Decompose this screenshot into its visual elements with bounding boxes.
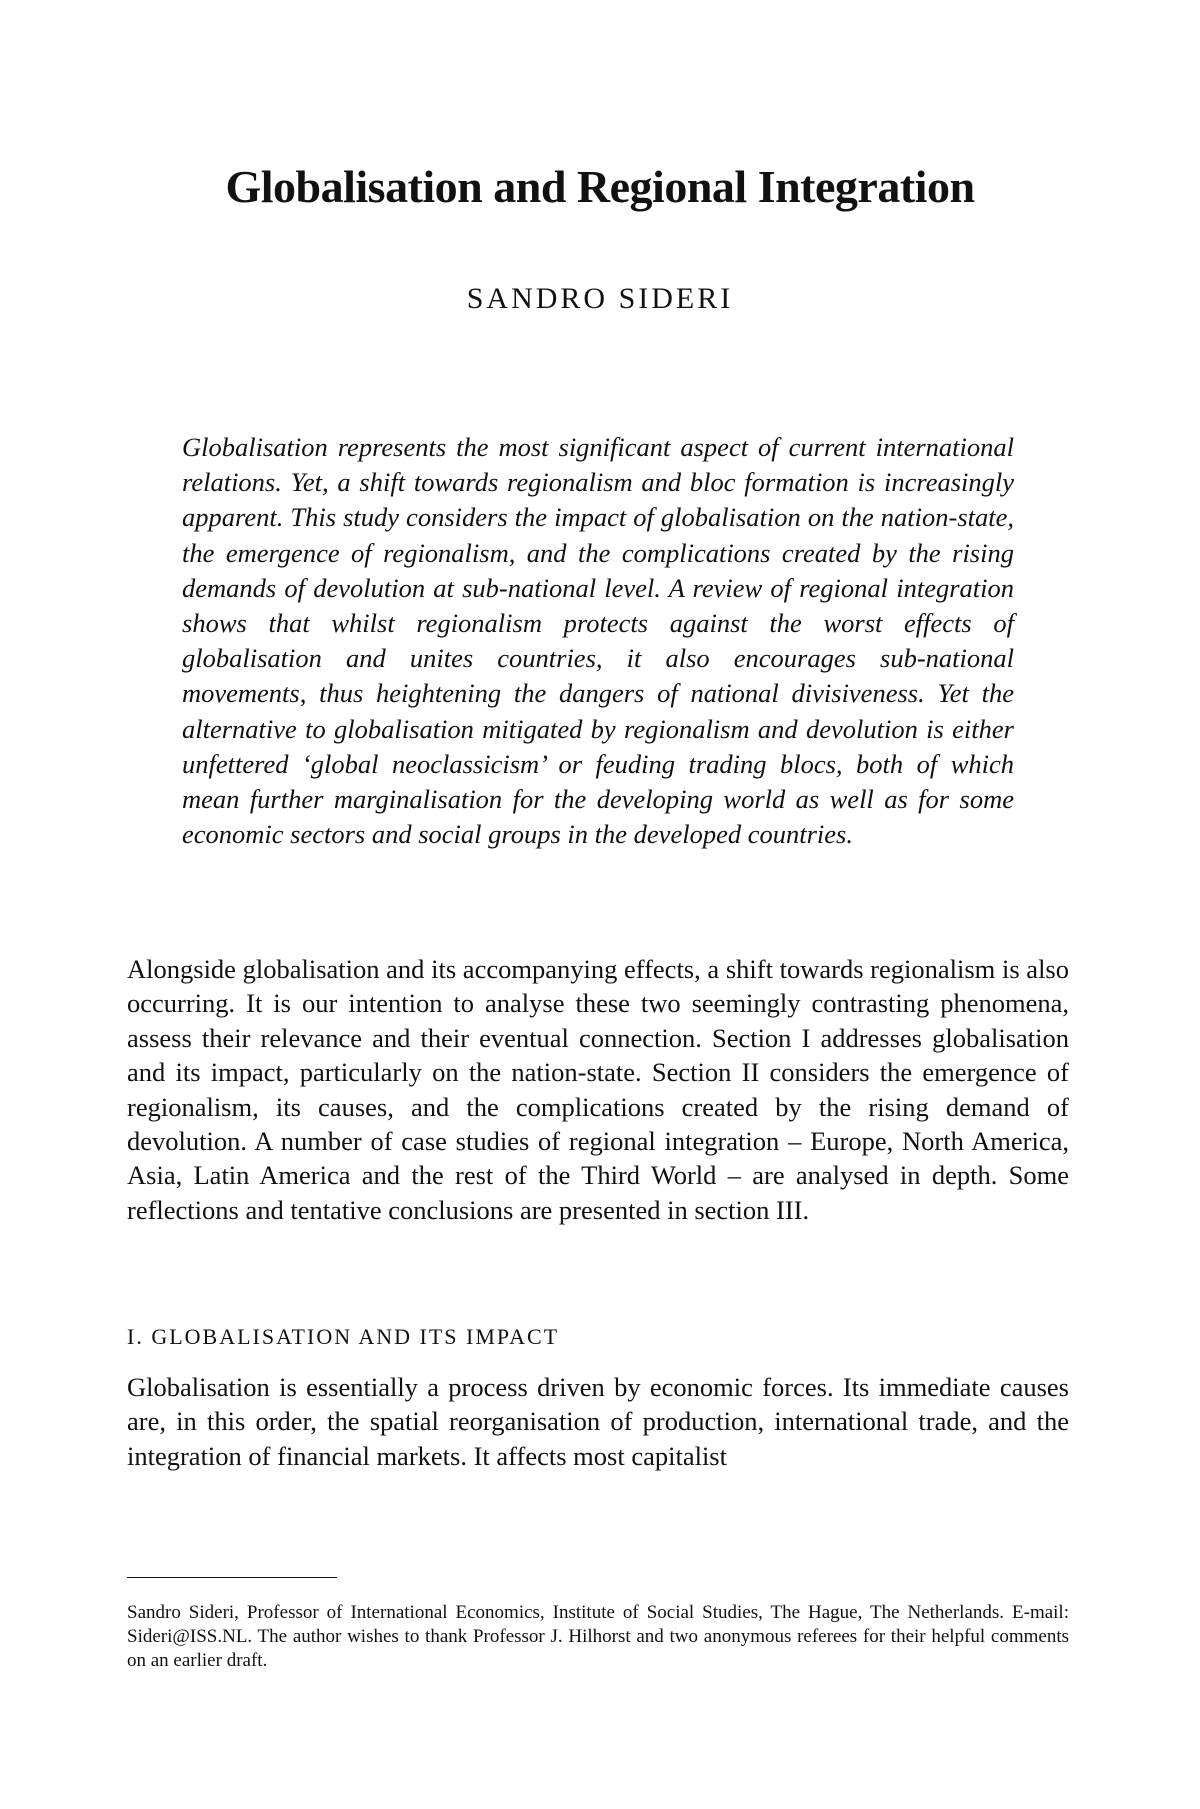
section-paragraph: Globalisation is essentially a process driven by economic forces. Its immediate causes are, in this order, the spatial reorganisation of production, international trade, and the integration of financial markets. It affects most capitalist	[127, 1372, 1069, 1471]
article-title: Globalisation and Regional Integration	[225, 161, 975, 212]
abstract: Globalisation represents the most significant aspect of current international relations. Yet, a shift towards regionalism and bloc formation is increasingly apparent. This study considers the impact of globalisation on the nation-state, the emergence of regionalism, and the complications created by the rising demands of devolution at sub-national level. A review of regional integration shows that whilst regionalism protects against the worst effects of globalisation and unites countries, it also encourages sub-national movements, thus heightening the dangers of national divisiveness. Yet the alternative to globalisation mitigated by regionalism and devolution is either unfettered ‘global neoclassicism’ or feuding trading blocs, both of which mean further marginalisation for the developing world as well as for some economic sectors and social groups in the developed countries.	[182, 432, 1014, 850]
intro-paragraph: Alongside globalisation and its accompanying effects, a shift towards regionalism is also occurring. It is our intention to analyse these two seemingly contrasting phenomena, assess their relevance and their eventual connection. Section I addresses globalisation and its impact, particularly on the nation-state. Section II considers the emergence of regionalism, its causes, and the complications created by the rising demand of devolution. A number of case studies of regional integration – Europe, North America, Asia, Latin America and the rest of the Third World – are analysed in depth. Some reflections and tentative conclusions are presented in section III.	[127, 954, 1069, 1225]
footnote: Sandro Sideri, Professor of International Economics, Institute of Social Studies, The Hague, The Netherlands. E-mail: Sideri@ISS.NL. The author wishes to thank Professor J. Hilhorst and two anonymous referees for their helpful comments on an earlier draft.	[127, 1602, 1069, 1671]
section-heading: I. GLOBALISATION AND ITS IMPACT	[127, 1324, 560, 1349]
footnote-divider	[127, 1577, 337, 1578]
article-author: SANDRO SIDERI	[466, 282, 734, 315]
